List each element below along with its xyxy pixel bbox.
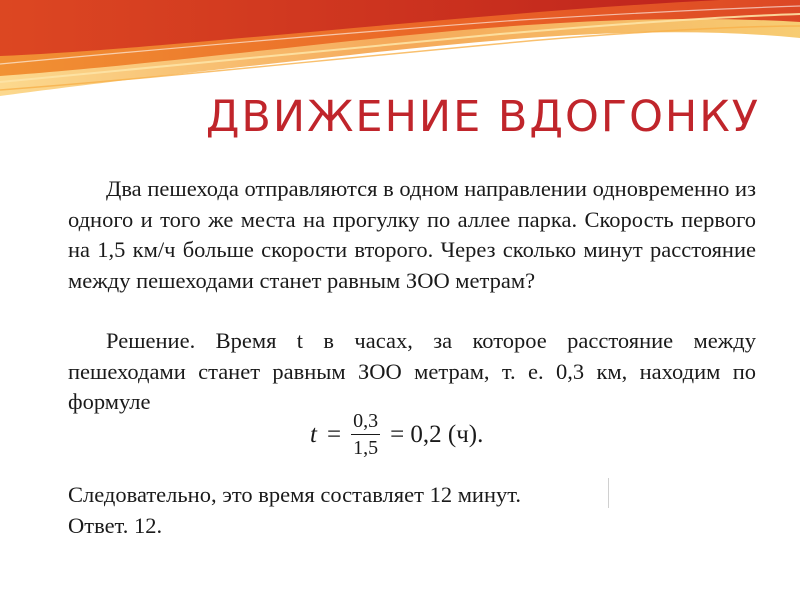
solution-intro-text: Решение. Время t в часах, за которое расстояние между пешеходами станет равным ЗОО метрам, т. е. 0,3 км, находим по формуле	[68, 328, 756, 414]
formula-fraction	[351, 410, 380, 459]
fraction-bar	[351, 434, 380, 435]
formula-result: = 0,2 (ч).	[390, 420, 484, 448]
formula	[310, 410, 493, 459]
answer-text: Ответ. 12.	[68, 513, 163, 538]
fraction-numerator: 0,3	[353, 410, 379, 432]
problem-text: Два пешехода отправляются в одном направлении одновременно из одного и того же места на прогулку по аллее парка. Скорость первого на 1,5 км/ч больше скорости второго. Через сколько минут расстояние между пешеходами станет равным ЗОО метрам?	[68, 176, 756, 293]
text-cursor	[608, 478, 609, 508]
decorative-swoosh	[0, 0, 800, 100]
fraction-denominator: 1,5	[353, 437, 379, 459]
formula-variable: t	[310, 420, 317, 448]
conclusion-text: Следовательно, это время составляет 12 минут.	[68, 482, 522, 507]
formula-equals: =	[326, 420, 342, 448]
slide-title: ДВИЖЕНИЕ ВДОГОНКУ	[205, 92, 760, 142]
